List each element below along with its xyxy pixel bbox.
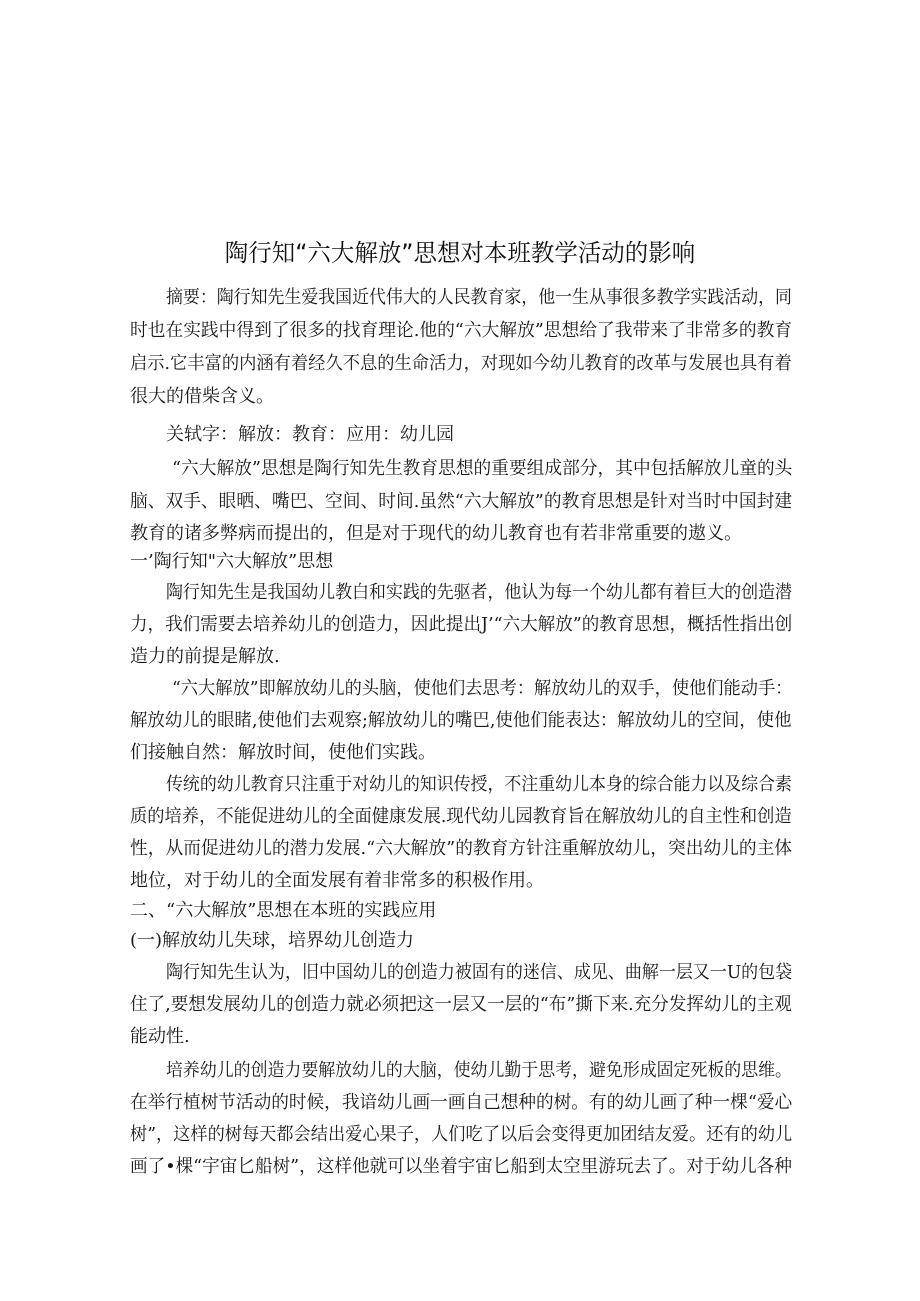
para-1-line-3: 造力的前提是解放. (130, 646, 280, 667)
para-3-line-3: 性，从而促进幼儿的潜力发展.“六大解放”的教育方针注重解放幼儿，突出幼儿的主体 (130, 838, 793, 859)
section-heading-1: 一’陶行知"六大解放”思想 (130, 551, 334, 572)
para-3-line-2: 质的培养，不能促进幼儿的全面健康发展.现代幼儿园教育旨在解放幼儿的自主性和创造 (130, 806, 792, 827)
keywords-line: 关轼字：解放：教育：应用：幼儿园 (166, 424, 454, 445)
para-1-line-2: 力，我们需要去培养幼儿的创造力，因此提出J’“六大解放”的教育思想，概括性指出创 (130, 614, 793, 635)
para-2-line-3: 们接触自然：解放时间，使他们实践。 (130, 742, 436, 763)
para-3-line-4: 地位，对于幼儿的全面发展有着非常多的积极作用。 (130, 870, 544, 891)
section-heading-2: 二、“六大解放”思想在本班的实践应用 (130, 900, 437, 921)
para-4-line-2: 住了,要想发展幼儿的创造力就必须把这一层又一层的“布”撕下来.充分发挥幼儿的主观 (130, 994, 792, 1015)
para-5-line-1: 培养幼儿的创造力要解放幼儿的大脑，使幼儿勤于思考，避免形成固定死板的思维。 (166, 1060, 792, 1081)
para-4-line-1: 陶行知先生认为，旧中国幼儿的创造力被固有的迷信、成见、曲解一层又一U的包袋 (166, 962, 793, 983)
subsection-heading-1: (一)解放幼儿失球，培界幼儿创造力 (130, 930, 415, 951)
intro-line-2: 脑、双手、眼晒、嘴巴、空间、时间.虽然“六大解放”的教育思想是针对当时中国封建 (130, 491, 793, 512)
abstract-line-1: 摘要：陶行知先生爱我国近代伟大的人民教育家，他一生从事很多教学实践活动，同 (166, 287, 792, 308)
para-1-line-1: 陶行知先生是我国幼儿教白和实践的先驱者，他认为每一个幼儿都有着巨大的创造潜 (166, 582, 792, 603)
intro-line-1: “六大解放”思想是陶行知先生教育思想的重要组成部分，其中包括解放儿童的头 (172, 458, 793, 479)
para-3-line-1: 传统的幼儿教育只注重于对幼儿的知识传授，不注重幼儿本身的综合能力以及综合素 (166, 774, 792, 795)
para-2-line-2: 解放幼儿的眼睹,使他们去观察;解放幼儿的嘴巴,使他们能表达：解放幼儿的空间，使他 (130, 710, 792, 731)
para-2-line-1: “六大解放”即解放幼儿的头脑，使他们去思考：解放幼儿的双手，使他们能动手： (172, 678, 793, 699)
intro-line-3: 教育的诸多弊病而提出的，但是对于现代的幼儿教育也有若非常重要的遨义。 (130, 523, 742, 544)
para-4-line-3: 能动性. (130, 1026, 190, 1047)
abstract-line-2: 时也在实践中得到了很多的找育理论.他的“六大解放”思想给了我带来了非常多的教育 (130, 320, 793, 341)
para-5-line-3: 树”，这样的树每天都会结出爱心果子，人们吃了以后会变得更加团结友爱。还有的幼儿 (130, 1124, 793, 1145)
abstract-line-4: 很大的借柴含义。 (130, 386, 274, 407)
para-5-line-4: 画了•棵“宇宙匕船树”，这样他就可以坐着宇宙匕船到太空里游玩去了。对于幼儿各种 (130, 1156, 793, 1177)
abstract-line-3: 启示.它丰富的内涵有着经久不息的生命活力，对现如今幼儿教育的改革与发展也具有着 (130, 353, 792, 374)
document-title: 陶行知“六大解放”思想对本班教学活动的影响 (224, 239, 696, 267)
para-5-line-2: 在举行植树节活动的时候，我谙幼儿画一画自己想种的树。有的幼儿画了种一棵“爱心 (130, 1092, 793, 1113)
